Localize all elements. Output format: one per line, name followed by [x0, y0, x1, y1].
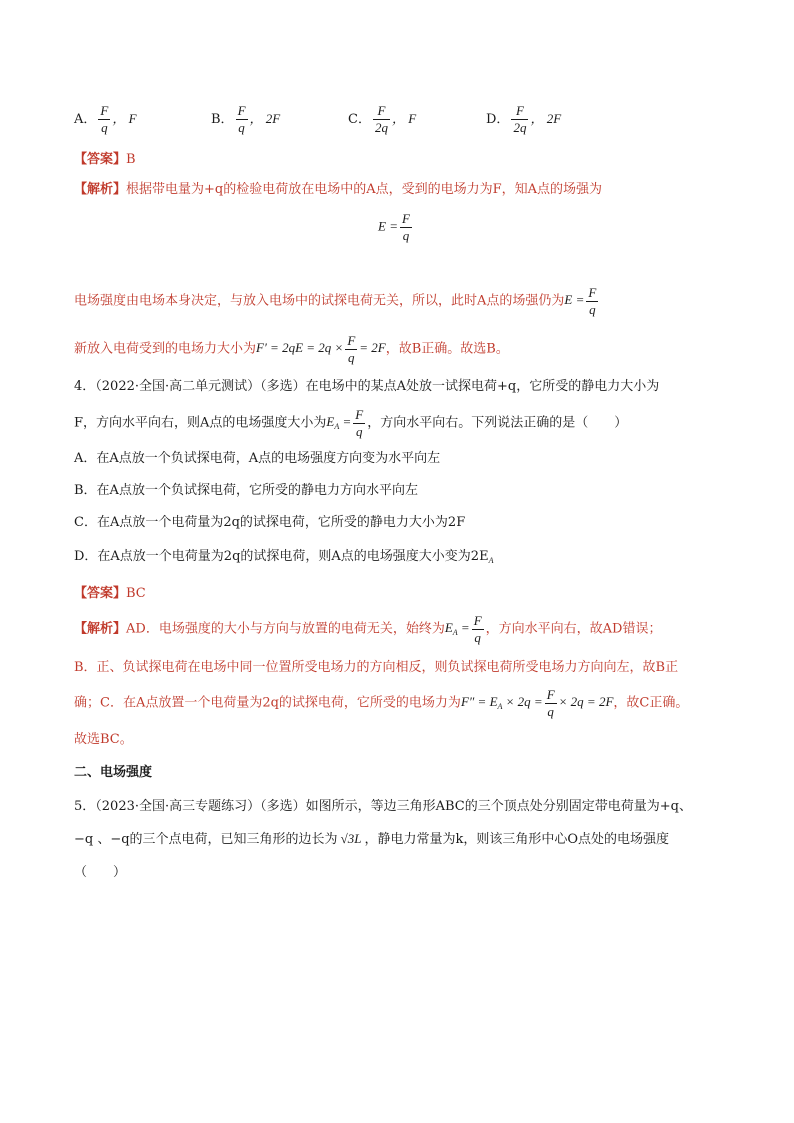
q4-option-c: C．在A点放一个电荷量为2q的试探电荷，它所受的静电力大小为2F [74, 515, 466, 530]
section-heading: 二、电场强度 [74, 765, 153, 780]
option-d: D． $\frac{F}{2q}$ ， 2F [486, 103, 562, 135]
q4-option-d: D．在A点放一个电荷量为2q的试探电荷，则A点的电场强度大小变为$2E_A$ [74, 549, 494, 565]
q4-option-a: A．在A点放一个负试探电荷，A点的电场强度方向变为水平向左 [74, 451, 441, 466]
option-d-fraction: $\frac{F}{2q}$ [513, 103, 527, 135]
q4-answer: 【答案】BC [74, 586, 146, 601]
option-c-fraction: $\frac{F}{2q}$ [374, 103, 388, 135]
q4-stem-line-1: 4．（2022·全国·高二单元测试）（多选）在电场中的某点A处放一试探电荷+q，它所受的静电力大小为 [74, 379, 660, 394]
q4-analysis-line-1: 【解析】AD．电场强度的大小与方向与放置的电荷无关，始终为$E_A$ = $\frac{F}{q}$ ，方向水平向右，故AD错误； [74, 613, 662, 645]
q4-analysis-line-2: B．正、负试探电荷在电场中同一位置所受电场力的方向相反，则负试探电荷所受电场力方向向左，故B正 [74, 660, 679, 675]
option-b: B． $\frac{F}{q}$ ， 2F [211, 103, 281, 135]
option-a-fraction: $\frac{F}{q}$ [100, 103, 109, 135]
q3-analysis-line-3: 新放入电荷受到的电场力大小为F′ = 2qE = 2q × $\frac{F}{q}$ = 2F，故B正确。故选B。 [74, 333, 509, 365]
q4-analysis-line-3: 确；C．在A点放置一个电荷量为2q的试探电荷，它所受的电场力为$F'' = E_A \times 2q$ = $\frac{F}{q}$ × 2q = 2F，故C正确。 [74, 687, 689, 719]
q4-stem-line-2: F，方向水平向右，则A点的电场强度大小为$E_A$ = $\frac{F}{q}$ ，方向水平向右。下列说法正确的是（ ） [74, 407, 628, 439]
q5-stem-line-1: 5．（2023·全国·高三专题练习）（多选）如图所示，等边三角形ABC的三个顶点处分别固定带电荷量为+q、 [74, 799, 692, 814]
option-a: A． $\frac{F}{q}$ ， F [74, 103, 137, 135]
q5-stem-line-2: −q 、−q的三个点电荷，已知三角形的边长为 √3L ，静电力常量为k，则该三角形中心O点处的电场强度 [74, 831, 669, 847]
option-b-fraction: $\frac{F}{q}$ [237, 103, 246, 135]
q4-analysis-line-4: 故选BC。 [74, 732, 133, 747]
q3-answer: 【答案】B [74, 152, 136, 167]
q3-formula-1: E = $\frac{F}{q}$ [378, 211, 410, 243]
q5-stem-line-3: （ ） [74, 865, 127, 880]
q3-analysis-line-2: 电场强度由电场本身决定，与放入电场中的试探电荷无关，所以，此时A点的场强仍为E = $\frac{F}{q}$ [74, 285, 597, 317]
q3-analysis-line-1: 【解析】根据带电量为+q的检验电荷放在电场中的A点，受到的电场力为F，知A点的场强为 [74, 182, 603, 197]
option-c: C． $\frac{F}{2q}$ ， F [348, 103, 417, 135]
q4-stem-formula: $E_A$ = $\frac{F}{q}$ [326, 407, 364, 439]
q4-option-b: B．在A点放一个负试探电荷，它所受的静电力方向水平向左 [74, 483, 418, 498]
